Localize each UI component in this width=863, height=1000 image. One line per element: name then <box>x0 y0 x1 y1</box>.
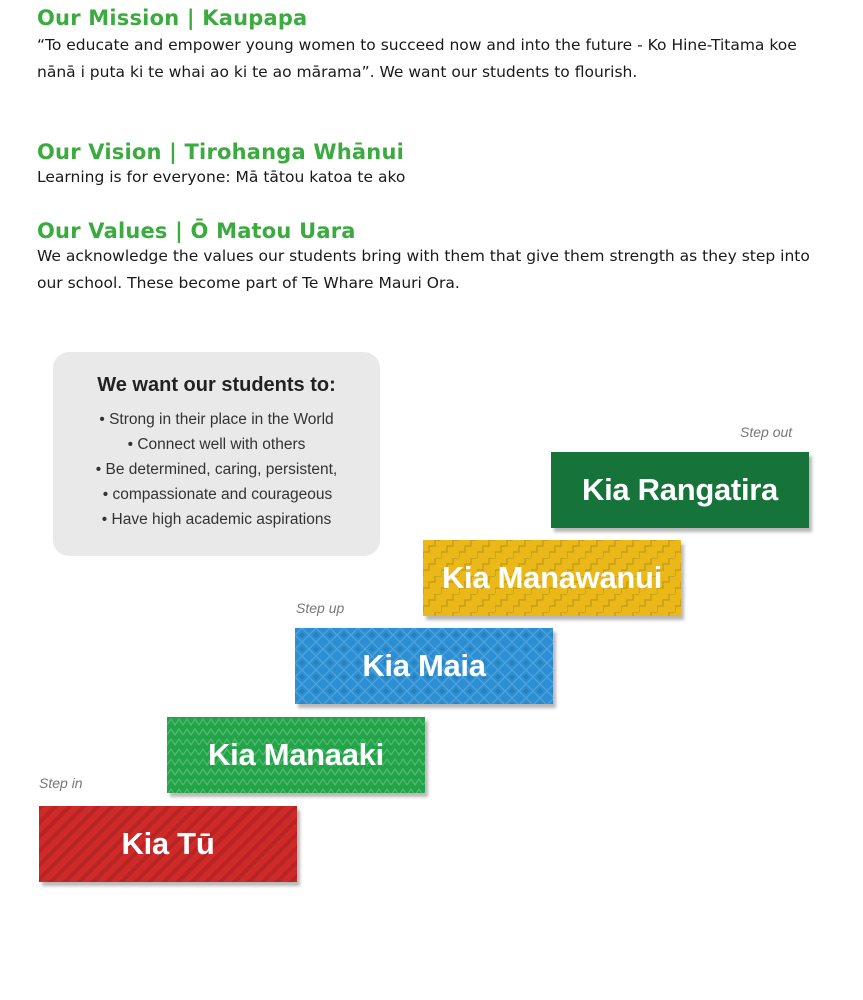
step-kia-maia <box>295 628 553 704</box>
vision-text: Learning is for everyone: Mā tātou katoa te ako <box>37 168 406 186</box>
panel-title: We want our students to: <box>97 374 336 396</box>
values-text: We acknowledge the values our students bring with them that give them strength as they step into our school. These become part of Te Whare Mauri Ora. <box>37 247 810 292</box>
values-section <box>37 219 837 297</box>
goal-item: • Be determined, caring, persistent, <box>53 457 380 482</box>
step-in-label: Step in <box>39 775 83 791</box>
step-out-label: Step out <box>740 424 793 440</box>
step-kia-rangatira <box>551 452 809 528</box>
vision-section <box>37 140 837 191</box>
step-kia-tu <box>39 806 297 882</box>
step-kia-manaaki <box>167 717 425 793</box>
step-label-text: Kia Manawanui <box>441 560 663 595</box>
step-label-text: Kia Rangatira <box>582 472 778 507</box>
student-goals-panel <box>53 352 380 556</box>
goal-item: • Connect well with others <box>53 432 380 457</box>
mission-heading: Our Mission | Kaupapa <box>37 6 308 30</box>
mission-text: “To educate and empower young women to succeed now and into the future - Ko Hine-Titama koe nānā i puta ki te whai ao ki te ao mārama”. We want our students to flourish. <box>37 36 797 81</box>
values-heading: Our Values | Ō Matou Uara <box>37 219 356 243</box>
step-label-text: Kia Maia <box>362 648 486 683</box>
goal-item: • Strong in their place in the World <box>53 407 380 432</box>
goal-item-continued: • compassionate and courageous <box>55 482 380 507</box>
step-up-label: Step up <box>296 600 345 616</box>
step-kia-manawanui <box>423 540 681 616</box>
step-label-text: Kia Manaaki <box>208 737 384 772</box>
goals-list <box>53 407 380 532</box>
mission-section <box>37 6 837 86</box>
vision-heading: Our Vision | Tirohanga Whānui <box>37 140 404 164</box>
goal-item: • Have high academic aspirations <box>53 507 380 532</box>
step-label-text: Kia Tū <box>121 826 215 861</box>
